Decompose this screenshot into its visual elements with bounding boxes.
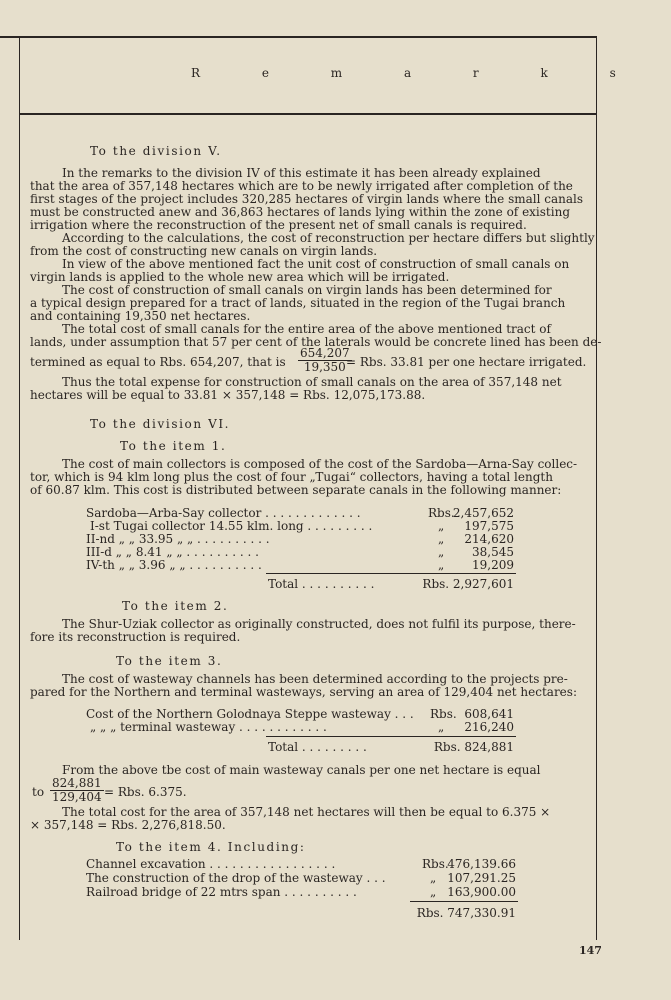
- paragraph-line: The Shur-Uziak collector as originally constructed, does not fulfil its purpose, there-: [62, 617, 576, 631]
- fraction-denominator: 19,350: [303, 360, 346, 374]
- collector-row-currency: Rbs.: [428, 506, 455, 520]
- paragraph-line: The total cost of small canals for the entire area of the above mentioned tract of: [62, 322, 551, 336]
- item-4-row-currency: „: [430, 871, 437, 885]
- paragraph-line: × 357,148 = Rbs. 2,276,818.50.: [30, 818, 226, 832]
- paragraph-line: The cost of construction of small canals on virgin lands has been determined for: [62, 283, 552, 297]
- collector-row-currency: „: [438, 558, 445, 572]
- paragraph-line: first stages of the project includes 320,285 hectares of virgin lands where the small canals: [30, 192, 584, 206]
- paragraph-line: In the remarks to the division IV of this estimate it has been already explained: [62, 166, 541, 180]
- paragraph-line: of 60.87 klm. This cost is distributed between separate canals in the following manner:: [30, 483, 562, 497]
- total-amount: Rbs. 824,881: [433, 740, 514, 754]
- item-4-row-amount: 107,291.25: [447, 871, 516, 885]
- item-4-row-currency: Rbs.: [422, 857, 449, 871]
- collector-row-amount: 19,209: [472, 558, 514, 572]
- item-4-row-currency: „: [430, 885, 437, 899]
- wasteway-cost-fraction: [50, 777, 104, 804]
- wasteway-row-amount: 216,240: [464, 720, 514, 734]
- item-4-row-label: The construction of the drop of the wasteway . . .: [86, 871, 386, 885]
- collector-row-label: Sardoba—Arba-Say collector . . . . . . . . . . . . .: [86, 506, 361, 520]
- fraction-numerator: 824,881: [52, 776, 102, 790]
- page-title: R e m a r k s: [191, 66, 645, 80]
- item-2-heading: To the item 2.: [122, 599, 229, 613]
- collector-row-currency: „: [438, 519, 445, 533]
- paragraph-line: The total cost for the area of 357,148 net hectares will then be equal to 6.375 ×: [62, 805, 551, 819]
- fraction-suffix: = Rbs. 6.375.: [104, 785, 187, 799]
- paragraph-line: and containing 19,350 net hectares.: [30, 309, 251, 323]
- total-label: Total . . . . . . . . . .: [268, 577, 375, 591]
- paragraph-line: In view of the above mentioned fact the unit cost of construction of small canals on: [62, 257, 570, 271]
- total-amount: Rbs. 747,330.91: [416, 906, 516, 920]
- paragraph-line: hectares will be equal to 33.81 × 357,148 = Rbs. 12,075,173.88.: [30, 388, 426, 402]
- wasteway-row-currency: „: [438, 720, 445, 734]
- fraction-denominator: 129,404: [52, 790, 102, 804]
- paragraph-line: The cost of wasteway channels has been determined according to the projects pre-: [62, 672, 568, 686]
- collector-row-label: II-nd „ „ 33.95 „ „ . . . . . . . . . .: [86, 532, 270, 546]
- wasteway-row-amount: 608,641: [464, 707, 514, 721]
- paragraph-line: virgin lands is applied to the whole new area which will be irrigated.: [30, 270, 450, 284]
- paragraph-line: fore its reconstruction is required.: [30, 630, 241, 644]
- collector-row-amount: 197,575: [464, 519, 514, 533]
- collector-row-label: III-d „ „ 8.41 „ „ . . . . . . . . . .: [86, 545, 259, 559]
- collector-row-label: IV-th „ „ 3.96 „ „ . . . . . . . . . .: [86, 558, 262, 572]
- fraction-numerator: 654,207: [300, 346, 350, 360]
- total-rule: [266, 736, 516, 737]
- paragraph-line: tor, which is 94 klm long plus the cost of four „Tugai“ collectors, having a total length: [30, 470, 553, 484]
- formula-prefix: termined as equal to Rbs. 654,207, that is: [30, 355, 286, 369]
- paragraph-line: that the area of 357,148 hectares which are to be newly irrigated after completion of the: [30, 179, 573, 193]
- fraction-prefix: to: [32, 785, 45, 799]
- paragraph-line: irrigation where the reconstruction of the present net of small canals is required.: [30, 218, 527, 232]
- collector-row-currency: „: [438, 545, 445, 559]
- total-amount: Rbs. 2,927,601: [422, 577, 514, 591]
- paragraph-line: a typical design prepared for a tract of lands, situated in the region of the Tugai branch: [30, 296, 566, 310]
- collector-row-label: I-st Tugai collector 14.55 klm. long . . . . . . . . .: [90, 519, 373, 533]
- paragraph-line: lands, under assumption that 57 per cent of the laterals would be concrete lined has been de-: [30, 335, 602, 349]
- top-rule: [0, 36, 597, 38]
- left-vertical-rule: [19, 36, 20, 940]
- paragraph-line: pared for the Northern and terminal wasteways, serving an area of 129,404 net hectares:: [30, 685, 577, 699]
- total-rule: [410, 901, 518, 902]
- paragraph-line: The cost of main collectors is composed of the cost of the Sardoba—Arna-Say collec-: [62, 457, 578, 471]
- collector-row-currency: „: [438, 532, 445, 546]
- right-vertical-rule: [596, 36, 597, 940]
- page-number: 147: [579, 944, 602, 957]
- item-4-heading: To the item 4. Including:: [116, 840, 306, 854]
- header-bottom-rule: [19, 113, 597, 115]
- item-1-heading: To the item 1.: [120, 439, 227, 453]
- division-5-heading: To the division V.: [90, 144, 222, 158]
- total-label: Total . . . . . . . . .: [268, 740, 367, 754]
- paragraph-line: from the cost of constructing new canals on virgin lands.: [30, 244, 378, 258]
- wasteway-row-currency: Rbs.: [430, 707, 457, 721]
- item-4-row-label: Channel excavation . . . . . . . . . . . . . . . . .: [86, 857, 336, 871]
- collector-row-amount: 2,457,652: [452, 506, 514, 520]
- paragraph-line: must be constructed anew and 36,863 hectares of lands lying within the zone of existing: [30, 205, 570, 219]
- paragraph-line: According to the calculations, the cost of reconstruction per hectare differs but slightly: [62, 231, 595, 245]
- item-4-row-amount: 163,900.00: [447, 885, 516, 899]
- wasteway-row-label: Cost of the Northern Golodnaya Steppe wasteway . . .: [86, 707, 414, 721]
- item-4-row-label: Railroad bridge of 22 mtrs span . . . . . . . . . .: [86, 885, 357, 899]
- division-6-heading: To the division VI.: [90, 417, 231, 431]
- collector-row-amount: 214,620: [464, 532, 514, 546]
- paragraph-line: From the above tbe cost of main wasteway canals per one net hectare is equal: [62, 763, 541, 777]
- item-4-row-amount: 476,139.66: [447, 857, 516, 871]
- wasteway-row-label: „ „ „ terminal wasteway . . . . . . . . . . . .: [90, 720, 327, 734]
- total-rule: [266, 573, 516, 574]
- collector-row-amount: 38,545: [472, 545, 514, 559]
- formula-suffix: = Rbs. 33.81 per one hectare irrigated.: [346, 355, 587, 369]
- paragraph-line: Thus the total expense for construction of small canals on the area of 357,148 net: [62, 375, 562, 389]
- item-3-heading: To the item 3.: [116, 654, 223, 668]
- cost-per-hectare-fraction: [298, 347, 352, 374]
